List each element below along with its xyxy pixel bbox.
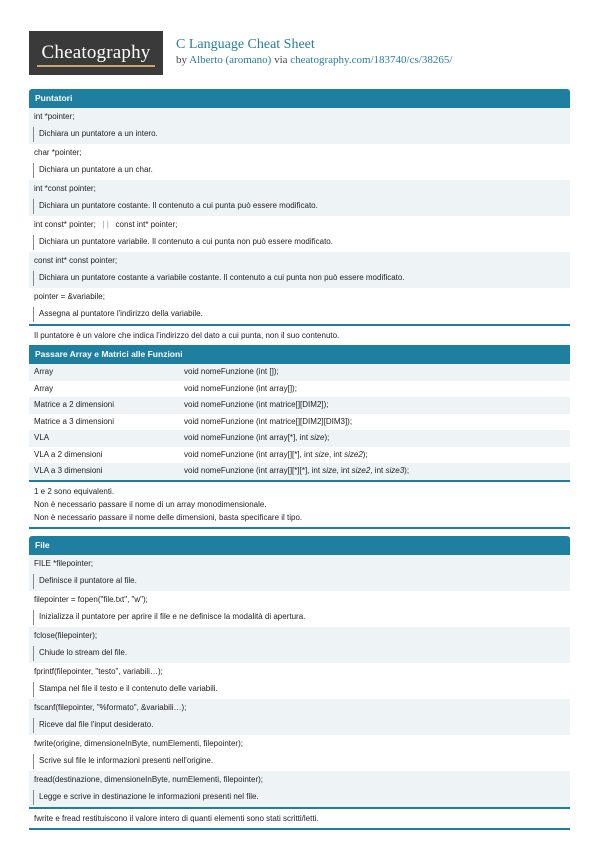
note-text: Il puntatore è un valore che indica l'indirizzo del dato a cui punta, non il suo contenuto. — [34, 331, 340, 340]
code-line: char *pointer; — [34, 148, 82, 157]
site-logo[interactable] — [29, 31, 163, 75]
code-line: fprintf(filepointer, "testo", variabili…); — [34, 667, 163, 676]
code-line: FILE *filepointer; — [34, 559, 94, 568]
logo-text: Cheatography — [41, 42, 151, 63]
table-row — [29, 447, 570, 464]
table-key: VLA a 2 dimensioni — [34, 449, 103, 459]
page-header — [29, 31, 570, 75]
table-value: void nomeFunzione (int matrice[][DIM2][DIM3]); — [184, 416, 353, 426]
description: Dichiara un puntatore a un char. — [29, 161, 570, 180]
description: Dichiara un puntatore costante. Il contenuto a cui punta può essere modificato. — [29, 197, 570, 216]
list-item — [29, 216, 570, 252]
value-italic: size — [314, 449, 329, 459]
code-separator: | | — [102, 220, 109, 229]
section-note — [29, 480, 570, 527]
sheet-url-link[interactable]: cheatography.com/183740/cs/38265/ — [290, 54, 453, 66]
section-title: Puntatori — [29, 89, 570, 108]
value-italic: size — [322, 466, 337, 475]
value-part: void nomeFunzione (int array[][*][*], int — [184, 466, 323, 475]
table-row — [29, 381, 570, 398]
list-item — [29, 627, 570, 663]
note-text: fwrite e fread restituiscono il valore intero di quanti elementi sono stati scritti/letti. — [34, 814, 319, 823]
note-text: Non è necessario passare il nome di un array monodimensionale. — [34, 499, 267, 509]
list-item — [29, 288, 570, 324]
value-part: , int — [328, 449, 345, 459]
section-array-matrici — [29, 345, 570, 529]
code-line: fclose(filepointer); — [34, 631, 98, 640]
description: Scrive sul file le informazioni presenti nell'origine. — [29, 752, 570, 771]
section-bottom-border — [29, 527, 570, 529]
section-bottom-border — [29, 828, 570, 830]
list-item — [29, 591, 570, 627]
list-item — [29, 555, 570, 591]
section-note — [29, 324, 570, 345]
list-item — [29, 771, 570, 807]
table-key: VLA — [34, 433, 50, 442]
table-row — [29, 463, 570, 480]
table-value: void nomeFunzione (int []); — [184, 367, 279, 376]
code-part: const int* pointer; — [115, 220, 178, 229]
description: Inizializza il puntatore per aprire il file e ne definisce la modalità di apertura. — [29, 608, 570, 627]
value-part: ); — [404, 466, 410, 475]
code-line: int *const pointer; — [34, 184, 96, 193]
note-text: Non è necessario passare il nome delle dimensioni, basta specificare il tipo. — [34, 512, 303, 522]
table-key: Array — [34, 383, 54, 393]
description: Definisce il puntatore al file. — [29, 572, 570, 591]
description: Dichiara un puntatore a un intero. — [29, 125, 570, 144]
value-part: void nomeFunzione (int array[*], int — [184, 433, 311, 442]
code-line: fread(destinazione, dimensioneInByte, numElementi, filepointer); — [34, 775, 264, 784]
table-row — [29, 397, 570, 414]
description: Stampa nel file il testo e il contenuto delle variabili. — [29, 680, 570, 699]
section-puntatori — [29, 89, 570, 347]
table-value — [184, 463, 570, 480]
value-part: , int — [370, 466, 386, 475]
table-value — [184, 430, 570, 447]
description: Dichiara un puntatore costante a variabile costante. Il contenuto a cui punta non può essere modificato. — [29, 269, 570, 288]
code-line: filepointer = fopen("file.txt", "w"); — [34, 595, 148, 604]
code-line — [29, 216, 570, 233]
table-row — [29, 414, 570, 431]
value-italic: size2 — [344, 449, 363, 459]
section-title: Passare Array e Matrici alle Funzioni — [29, 345, 570, 364]
value-italic: size2 — [351, 466, 371, 475]
code-part: int const* pointer; — [34, 220, 96, 229]
code-line: fscanf(filepointer, "%formato", &variabili…); — [34, 703, 187, 712]
section-title: File — [29, 536, 570, 555]
code-line: pointer = &variabile; — [34, 292, 105, 301]
list-item — [29, 735, 570, 771]
list-item — [29, 252, 570, 288]
list-item — [29, 663, 570, 699]
list-item — [29, 699, 570, 735]
table-key: Array — [34, 367, 54, 376]
code-line: const int* const pointer; — [34, 256, 118, 265]
description: Chiude lo stream del file. — [29, 644, 570, 663]
via-text: via — [274, 54, 288, 66]
logo-underline — [37, 65, 155, 67]
table-key: Matrice a 2 dimensioni — [34, 400, 115, 409]
section-file — [29, 536, 570, 830]
value-part: ); — [324, 433, 330, 442]
value-italic: size — [310, 433, 325, 442]
value-italic: size3 — [385, 466, 405, 475]
code-line: fwrite(origine, dimensioneInByte, numElementi, filepointer); — [34, 739, 243, 748]
list-item — [29, 108, 570, 144]
value-part: , int — [336, 466, 352, 475]
value-part: void nomeFunzione (int array[][*], int — [184, 449, 315, 459]
byline — [176, 54, 452, 66]
table-row — [29, 364, 570, 381]
table-row — [29, 430, 570, 447]
section-note — [29, 807, 570, 828]
by-prefix: by — [176, 54, 187, 66]
table-value — [184, 447, 570, 464]
sheet-title: C Language Cheat Sheet — [176, 37, 315, 52]
author-link[interactable]: Alberto (aromano) — [189, 54, 272, 66]
table-key: VLA a 3 dimensioni — [34, 466, 103, 475]
description: Riceve dal file l'input desiderato. — [29, 716, 570, 735]
code-line: int *pointer; — [34, 112, 75, 121]
note-text: 1 e 2 sono equivalenti. — [34, 486, 115, 496]
description: Dichiara un puntatore variabile. Il contenuto a cui punta non può essere modificato. — [29, 233, 570, 252]
table-value: void nomeFunzione (int array[]); — [184, 383, 297, 393]
list-item — [29, 144, 570, 180]
description: Assegna al puntatore l'indirizzo della variabile. — [29, 305, 570, 324]
list-item — [29, 180, 570, 216]
table-value: void nomeFunzione (int matrice[][DIM2]); — [184, 400, 329, 409]
description: Legge e scrive in destinazione le informazioni presenti nel file. — [29, 788, 570, 807]
table-key: Matrice a 3 dimensioni — [34, 416, 115, 426]
value-part: ); — [362, 449, 368, 459]
